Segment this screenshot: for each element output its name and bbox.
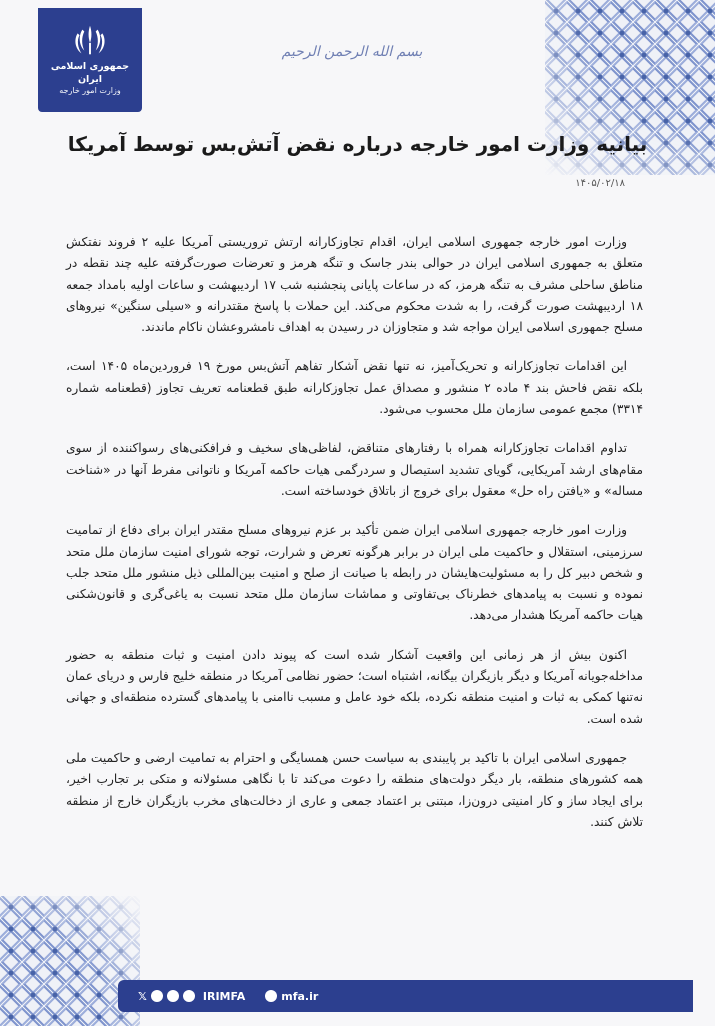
iran-emblem-icon	[71, 22, 109, 60]
paragraph: اکنون بیش از هر زمانی این واقعیت آشکار شده است که پیوند دادن امنیت و ثبات منطقه به حضور مداخله‌جویانه آمریکا و دیگر بازیگران بیگانه، اشتباه است؛ حضور نظامی آمریکا در منطقه خلیج فارس و دریای عمان نه‌تنها کمکی به ثبات و امنیت منطقه نکرده، بلکه خود عامل و مسبب ناامنی با پیامدهای گسترده منطقه‌ای و جهانی شده است.	[66, 647, 643, 726]
footer-bar	[118, 980, 693, 1012]
page-title: بیانیه وزارت امور خارجه درباره نقض آتش‌بس توسط آمریکا	[67, 132, 648, 156]
statement-body	[66, 232, 643, 851]
document-date: ۱۴۰۵/۰۲/۱۸	[575, 178, 625, 189]
emblem-label: جمهوری اسلامی ایران	[50, 61, 130, 85]
paragraph: وزارت امور خارجه جمهوری اسلامی ایران، اقدام تجاوزکارانه ارتش تروریستی آمریکا علیه ۲ فروند نفتکش متعلق به جمهوری اسلامی ایران در حوالی بندر جاسک و تنگه هرمز و تعرضات صورت‌گرفته علیه چند نقطه در مناطق ساحلی مشرف به تنگه هرمز، که در ساعات پایانی پنجشنبه شب ۱۷ اردیبهشت و ساعات اولیه بامداد جمعه ۱۸ اردیبهشت صورت گرفت، را به شدت محکوم می‌کند. این حملات با پاسخ مقتدرانه و «سیلی سنگین» نیروهای مسلح جمهوری اسلامی ایران مواجه شد و متجاوزان در رسیدن به اهداف نامشروعشان ناکام ماندند.	[66, 235, 644, 335]
website-link[interactable]: mfa.ir	[281, 989, 319, 1003]
facebook-icon[interactable]	[151, 990, 163, 1002]
telegram-icon[interactable]	[167, 990, 179, 1002]
x-twitter-icon[interactable]: 𝕏	[138, 989, 147, 1003]
globe-icon	[265, 990, 277, 1002]
instagram-icon[interactable]	[183, 990, 195, 1002]
emblem-subtitle: وزارت امور خارجه	[59, 86, 121, 95]
paragraph: این اقدامات تجاوزکارانه و تحریک‌آمیز، نه تنها نقض آشکار تفاهم آتش‌بس مورخ ۱۹ فروردین‌ماه ۱۴۰۵ است، بلکه نقض فاحش بند ۴ ماده ۲ منشور و مصداق عمل تجاوزکارانه طبق قطعنامه تعریف تجاوز (قطعنامه شماره ۳۳۱۴) مجمع عمومی سازمان ملل محسوب می‌شود.	[66, 359, 643, 417]
ministry-logo	[38, 8, 142, 112]
paragraph: وزارت امور خارجه جمهوری اسلامی ایران ضمن تأکید بر عزم نیروهای مسلح مقتدر ایران برای دفاع از تمامیت سرزمینی، استقلال و حاکمیت ملی ایران در برابر هرگونه تعرض و شرارت، توجه شورای امنیت سازمان ملل متحد و شخص دبیر کل را به مسئولیت‌هایشان در رابطه با صیانت از صلح و امنیت بین‌المللی ذیل منشور ملل متحد جلب نموده و نسبت به پیامدهای خطرناک بی‌تفاوتی و مماشات سازمان ملل متحد نسبت به یاغی‌گری و قانون‌شکنی هیات حاکمه آمریکا هشدار می‌دهد.	[66, 523, 643, 623]
paragraph: جمهوری اسلامی ایران با تاکید بر پایبندی به سیاست حسن همسایگی و احترام به تمامیت ارضی و حاکمیت ملی همه کشورهای منطقه، بار دیگر دولت‌های منطقه را دعوت می‌کند تا با نگاهی مسئولانه و متکی بر تجارب اخیر، برای ایجاد ساز و کار امنیتی درون‌زا، مبتنی بر اعتماد جمعی و عاری از دخالت‌های مخرب بازیگران خارج از منطقه تلاش کنند.	[66, 750, 643, 829]
social-handle[interactable]: IRIMFA	[202, 989, 246, 1003]
paragraph: تداوم اقدامات تجاوزکارانه همراه با رفتارهای متناقض، لفاظی‌های سخیف و فرافکنی‌های رسواکننده از سوی مقام‌های ارشد آمریکایی، گویای تشدید استیصال و سردرگمی هیات حاکمه آمریکا و ناتوانی مفرط آنها در «شناخت مساله» و «یافتن راه حل» معقول برای خروج از باتلاق خودساخته است.	[66, 441, 643, 498]
bismillah-calligraphy: بسم الله الرحمن الرحیم	[281, 44, 423, 60]
